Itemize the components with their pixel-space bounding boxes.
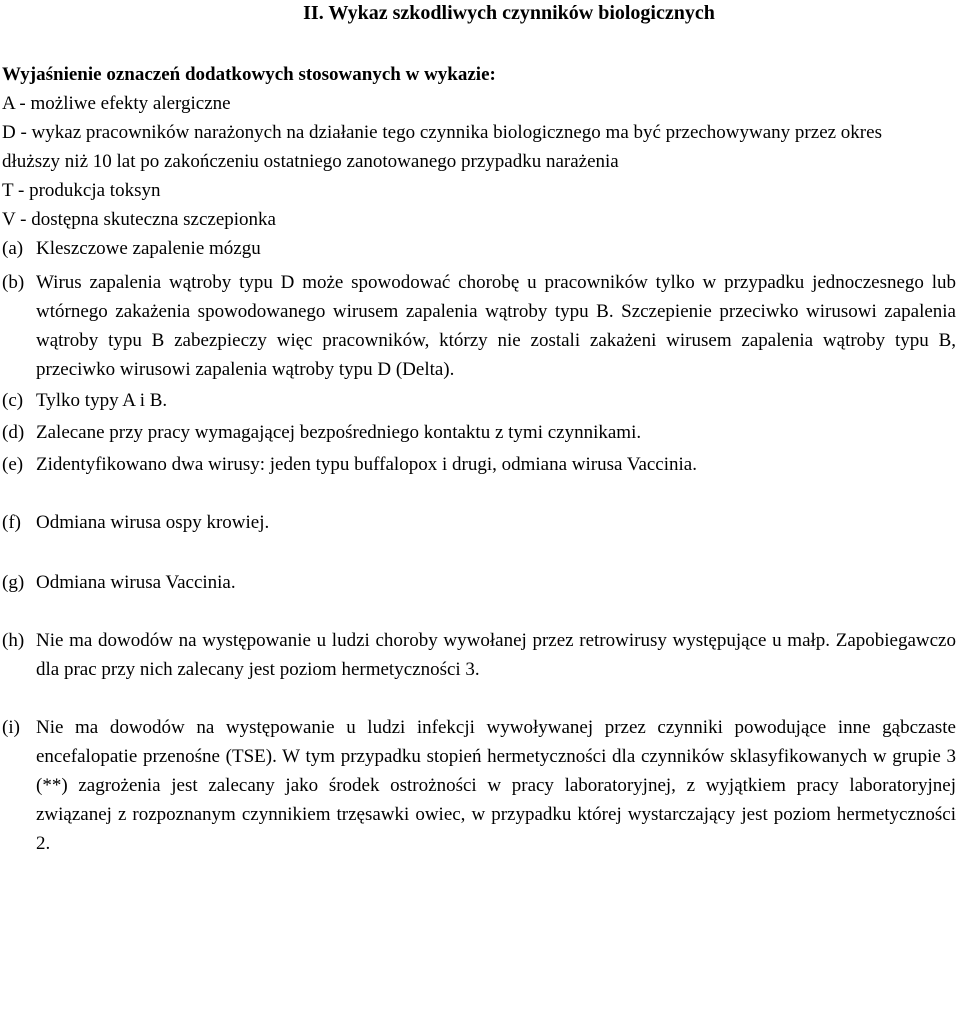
note-e	[2, 450, 956, 479]
note-text: Zidentyfikowano dwa wirusy: jeden typu buffalopox i drugi, odmiana wirusa Vaccinia.	[36, 454, 697, 475]
note-i	[2, 713, 956, 858]
note-d	[2, 418, 956, 447]
page-title: II. Wykaz szkodliwych czynników biologicznych	[303, 2, 715, 24]
note-label: (g)	[2, 572, 25, 593]
note-label: (i)	[2, 717, 20, 738]
legend-line-d: D - wykaz pracowników narażonych na działanie tego czynnika biologicznego ma być przechowywany przez okres dłuższy niż 10 lat po zakończeniu ostatniego zanotowanego przypadku narażenia	[2, 122, 882, 172]
note-g	[2, 568, 956, 597]
note-label: (e)	[2, 454, 24, 475]
legend-line-v: V - dostępna skuteczna szczepionka	[2, 209, 276, 230]
note-text: Odmiana wirusa Vaccinia.	[36, 572, 236, 593]
note-label: (d)	[2, 422, 25, 443]
note-text: Odmiana wirusa ospy krowiej.	[36, 512, 270, 533]
note-text: Wirus zapalenia wątroby typu D może spowodować chorobę u pracowników tylko w przypadku jednoczesnego lub wtórnego zakażenia spowodowanego wirusem zapalenia wątroby typu B. Szczepienie przeciwko wirusowi zapalenia wątroby typu B zabezpieczy więc pracowników, którzy nie zostali zakażeni wirusem zapalenia wątroby typu B, przeciwko wirusowi zapalenia wątroby typu D (Delta).	[36, 272, 956, 380]
note-c	[2, 386, 956, 415]
note-label: (c)	[2, 390, 24, 411]
note-h	[2, 626, 956, 684]
note-text: Nie ma dowodów na występowanie u ludzi choroby wywołanej przez retrowirusy występujące u małp. Zapobiegawczo dla prac przy nich zalecany jest poziom hermetyczności 3.	[36, 630, 956, 680]
note-label: (a)	[2, 238, 24, 259]
note-b	[2, 268, 956, 384]
note-text: Nie ma dowodów na występowanie u ludzi infekcji wywoływanej przez czynniki powodujące inne gąbczaste encefalopatie przenośne (TSE). W tym przypadku stopień hermetyczności dla czynników sklasyfikowanych w grupie 3 (**) zagrożenia jest zalecany jako środek ostrożności w pracy laboratoryjnej, z wyjątkiem pracy laboratoryjnej związanej z rozpoznanym czynnikiem trzęsawki owiec, w przypadku której wystarczający jest poziom hermetyczności 2.	[36, 717, 956, 854]
note-text: Tylko typy A i B.	[36, 390, 168, 411]
note-a	[2, 234, 956, 263]
legend-line-t: T - produkcja toksyn	[2, 180, 161, 201]
note-text: Zalecane przy pracy wymagającej bezpośredniego kontaktu z tymi czynnikami.	[36, 422, 642, 443]
note-label: (b)	[2, 272, 25, 293]
note-text: Kleszczowe zapalenie mózgu	[36, 238, 261, 259]
note-f	[2, 508, 956, 537]
legend-heading: Wyjaśnienie oznaczeń dodatkowych stosowanych w wykazie:	[2, 64, 496, 85]
note-label: (f)	[2, 512, 21, 533]
legend-line-a: A - możliwe efekty alergiczne	[2, 93, 231, 114]
note-label: (h)	[2, 630, 25, 651]
